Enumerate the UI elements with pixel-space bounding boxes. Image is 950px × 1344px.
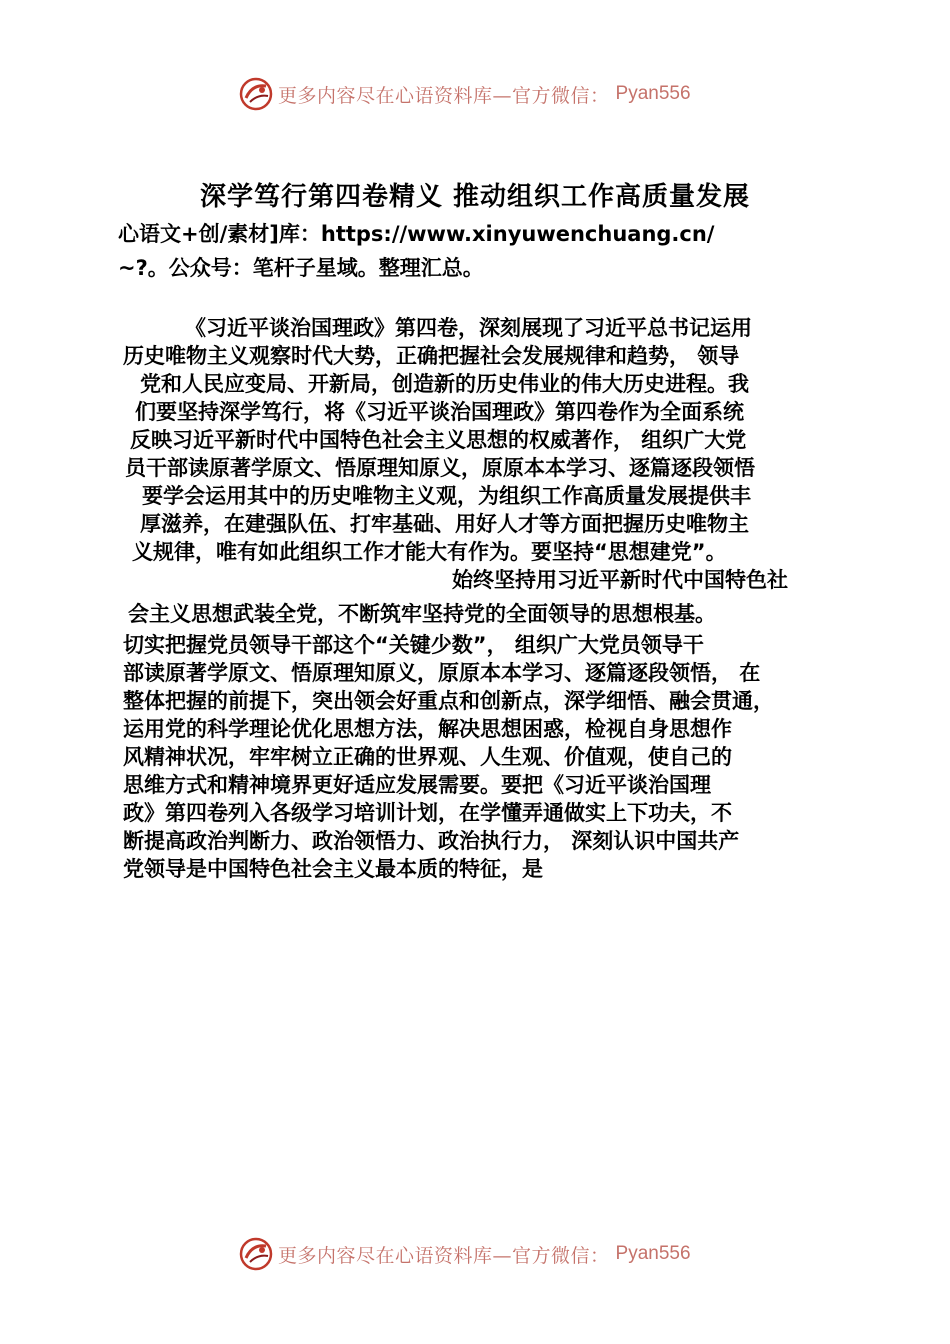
body-line: 整体把握的前提下，突出领会好重点和创新点，深学细悟、融会贯通，	[123, 689, 774, 713]
brand-logo-icon	[238, 76, 274, 112]
footer-wechat-id: Pyan556	[615, 1243, 691, 1264]
header-banner	[0, 72, 950, 116]
source-line: 心语文+创/素材]库：https://www.xinyuwenchuang.cn/	[118, 222, 715, 246]
body-line: 部读原著学原文、悟原理知原义，原原本本学习、逐篇逐段领悟， 在	[123, 661, 761, 685]
body-line: 历史唯物主义观察时代大势，正确把握社会发展规律和趋势， 领导	[123, 344, 740, 368]
body-line: 《习近平谈治国理政》第四卷，深刻展现了习近平总书记运用	[185, 316, 752, 340]
body-line: 厚滋养，在建强队伍、打牢基础、用好人才等方面把握历史唯物主	[140, 512, 749, 536]
body-line: 始终坚持用习近平新时代中国特色社	[452, 568, 788, 592]
footer-banner-text: 更多内容尽在心语资料库—官方微信：	[278, 1244, 610, 1267]
body-line: 风精神状况，牢牢树立正确的世界观、人生观、价值观，使自己的	[123, 745, 732, 769]
header-banner-text: 更多内容尽在心语资料库—官方微信：	[278, 84, 610, 107]
body-line: 们要坚持深学笃行，将《习近平谈治国理政》第四卷作为全面系统	[135, 400, 744, 424]
body-line: 断提高政治判断力、政治领悟力、政治执行力， 深刻认识中国共产	[123, 829, 740, 853]
header-wechat-id: Pyan556	[615, 83, 691, 104]
body-line: 反映习近平新时代中国特色社会主义思想的权威著作， 组织广大党	[130, 428, 747, 452]
body-line: 要学会运用其中的历史唯物主义观，为组织工作高质量发展提供丰	[142, 484, 751, 508]
body-line: 思维方式和精神境界更好适应发展需要。要把《习近平谈治国理	[123, 773, 711, 797]
source-line: ~?。公众号：笔杆子星域。整理汇总。	[118, 256, 484, 280]
brand-logo-icon	[238, 1236, 274, 1272]
body-line: 义规律，唯有如此组织工作才能大有作为。要坚持“思想建党”。	[132, 540, 727, 564]
body-line: 运用党的科学理论优化思想方法，解决思想困惑，检视自身思想作	[123, 717, 732, 741]
body-line: 员干部读原著学原文、悟原理知原义，原原本本学习、逐篇逐段领悟	[125, 456, 755, 480]
body-line: 政》第四卷列入各级学习培训计划，在学懂弄通做实上下功夫，不	[123, 801, 732, 825]
footer-banner	[0, 1232, 950, 1276]
body-line: 切实把握党员领导干部这个“关键少数”， 组织广大党员领导干	[123, 633, 704, 657]
document-title: 深学笃行第四卷精义 推动组织工作高质量发展	[199, 182, 751, 212]
body-line: 党和人民应变局、开新局，创造新的历史伟业的伟大历史进程。我	[140, 372, 749, 396]
body-line: 党领导是中国特色社会主义最本质的特征，是	[123, 857, 543, 881]
body-line: 会主义思想武装全党，不断筑牢坚持党的全面领导的思想根基。	[128, 602, 716, 626]
